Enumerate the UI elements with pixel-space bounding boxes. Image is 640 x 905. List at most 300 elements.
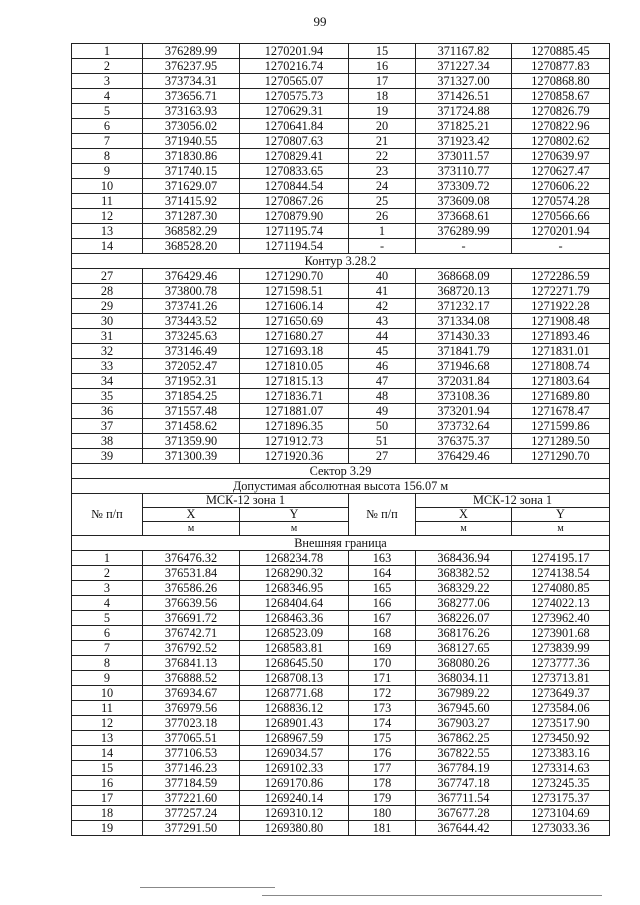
coord-y: 1271290.70 [240,269,349,284]
point-num: 16 [349,59,416,74]
point-num: 169 [349,641,416,656]
table-row [72,389,610,404]
unit-x-right: м [416,522,512,536]
point-num: 18 [72,806,143,821]
point-num: 2 [72,566,143,581]
coord-y: 1268583.81 [240,641,349,656]
coord-x: 377221.60 [143,791,240,806]
coord-x: 377257.24 [143,806,240,821]
point-num: 46 [349,359,416,374]
coord-x: 371923.42 [416,134,512,149]
coord-y: 1268645.50 [240,656,349,671]
coord-y: 1270641.84 [240,119,349,134]
point-num: 47 [349,374,416,389]
table-row [72,299,610,314]
coord-y: 1270566.66 [512,209,610,224]
coord-y: 1270822.96 [512,119,610,134]
coord-y: 1270629.31 [240,104,349,119]
coord-y: 1270216.74 [240,59,349,74]
point-num: 171 [349,671,416,686]
coord-x: 377065.51 [143,731,240,746]
point-num: 13 [72,731,143,746]
point-num: 12 [72,209,143,224]
coord-x: 376841.13 [143,656,240,671]
coord-x: 376888.52 [143,671,240,686]
coord-x: 368329.22 [416,581,512,596]
coord-x: 376742.71 [143,626,240,641]
point-num: 17 [349,74,416,89]
coord-x: 367711.54 [416,791,512,806]
coord-x: 367862.25 [416,731,512,746]
table-row [72,134,610,149]
coord-x: 373732.64 [416,419,512,434]
table-row [72,596,610,611]
coord-x: 368034.11 [416,671,512,686]
num-header-right: № п/п [349,494,416,536]
coord-y: 1270879.90 [240,209,349,224]
coord-y: 1271289.50 [512,434,610,449]
coord-y: 1273383.16 [512,746,610,761]
coord-y: 1270565.07 [240,74,349,89]
coord-y: 1273314.63 [512,761,610,776]
point-num: 32 [72,344,143,359]
point-num: 1 [72,551,143,566]
point-num: 4 [72,89,143,104]
coord-x: 371841.79 [416,344,512,359]
point-num: 31 [72,329,143,344]
table-row [72,686,610,701]
coord-x: 373668.61 [416,209,512,224]
coord-y: 1271896.35 [240,419,349,434]
table-row [72,194,610,209]
table-row [72,776,610,791]
coord-y: 1268463.36 [240,611,349,626]
point-num: 33 [72,359,143,374]
coord-y: 1270829.41 [240,149,349,164]
point-num: 167 [349,611,416,626]
coord-y: 1271678.47 [512,404,610,419]
coord-y: 1273245.35 [512,776,610,791]
coord-x: 367644.42 [416,821,512,836]
coord-x: 371724.88 [416,104,512,119]
coord-x: 367784.19 [416,761,512,776]
point-num: 3 [72,581,143,596]
table-row [72,239,610,254]
point-num: 37 [72,419,143,434]
point-num: 170 [349,656,416,671]
point-num: 23 [349,164,416,179]
x-header-left: X [143,508,240,522]
coord-y: 1271920.36 [240,449,349,464]
coord-x: 376531.84 [143,566,240,581]
coord-x: - [416,239,512,254]
coord-y: 1273962.40 [512,611,610,626]
coord-x: 368668.09 [416,269,512,284]
point-num: 168 [349,626,416,641]
coord-x: 371952.31 [143,374,240,389]
coord-y: 1272286.59 [512,269,610,284]
coord-y: 1273033.36 [512,821,610,836]
table-row [72,791,610,806]
table-row [72,746,610,761]
point-num: 179 [349,791,416,806]
point-num: 180 [349,806,416,821]
coord-y: 1269102.33 [240,761,349,776]
point-num: 38 [72,434,143,449]
coord-x: 376586.26 [143,581,240,596]
coord-y: 1268404.64 [240,596,349,611]
coord-x: 372031.84 [416,374,512,389]
coord-y: 1270885.45 [512,44,610,59]
coord-x: 368382.52 [416,566,512,581]
coord-x: 373309.72 [416,179,512,194]
coord-y: 1274138.54 [512,566,610,581]
coord-y: 1272271.79 [512,284,610,299]
point-num: 181 [349,821,416,836]
point-num: 166 [349,596,416,611]
num-header-left: № п/п [72,494,143,536]
table-row [72,179,610,194]
coordinates-table [71,43,610,836]
table-row [72,761,610,776]
coord-x: 376289.99 [416,224,512,239]
coord-x: 376639.56 [143,596,240,611]
point-num: 27 [72,269,143,284]
point-num: 22 [349,149,416,164]
coord-x: 373800.78 [143,284,240,299]
point-num: 173 [349,701,416,716]
coord-x: 371415.92 [143,194,240,209]
coord-y: 1271599.86 [512,419,610,434]
point-num: 172 [349,686,416,701]
coord-x: 371940.55 [143,134,240,149]
coord-x: 367945.60 [416,701,512,716]
coord-x: 371557.48 [143,404,240,419]
coord-x: 377291.50 [143,821,240,836]
point-num: 5 [72,611,143,626]
point-num: 34 [72,374,143,389]
coord-y: 1270833.65 [240,164,349,179]
coord-y: 1271831.01 [512,344,610,359]
point-num: 9 [72,164,143,179]
coord-x: 373656.71 [143,89,240,104]
coord-y: 1270826.79 [512,104,610,119]
point-num: 21 [349,134,416,149]
block-contour-3-28-2 [72,269,610,464]
table-row [72,656,610,671]
coord-x: 376979.56 [143,701,240,716]
point-num: 8 [72,149,143,164]
coord-x: 368080.26 [416,656,512,671]
coord-x: 371300.39 [143,449,240,464]
coord-y: 1273450.92 [512,731,610,746]
scan-edge-mark [262,895,602,896]
coord-y: 1268523.09 [240,626,349,641]
coord-x: 371232.17 [416,299,512,314]
coord-x: 371430.33 [416,329,512,344]
coord-y: 1270201.94 [512,224,610,239]
unit-y-left: м [240,522,349,536]
coord-x: 367903.27 [416,716,512,731]
coord-x: 377184.59 [143,776,240,791]
coord-x: 376476.32 [143,551,240,566]
coord-y: 1268836.12 [240,701,349,716]
table-row [72,314,610,329]
coord-y: 1270639.97 [512,149,610,164]
coord-x: 373245.63 [143,329,240,344]
contour-header [72,254,610,269]
coord-x: 371167.82 [416,44,512,59]
coord-y: 1268771.68 [240,686,349,701]
coord-x: 368277.06 [416,596,512,611]
coord-y: 1271693.18 [240,344,349,359]
coord-y: 1271290.70 [512,449,610,464]
point-num: 11 [72,701,143,716]
table-row [72,641,610,656]
point-num: 10 [72,686,143,701]
point-num: 15 [349,44,416,59]
coord-y: 1270574.28 [512,194,610,209]
coord-x: 371825.21 [416,119,512,134]
point-num: 35 [72,389,143,404]
table-row [72,701,610,716]
coord-y: 1270844.54 [240,179,349,194]
coord-x: 371327.00 [416,74,512,89]
block-contour-3-28-1 [72,44,610,254]
coord-y: 1271808.74 [512,359,610,374]
point-num: 7 [72,641,143,656]
table-row [72,59,610,74]
point-num: 49 [349,404,416,419]
point-num: 176 [349,746,416,761]
coord-y: 1271803.64 [512,374,610,389]
table-row [72,149,610,164]
table-row [72,821,610,836]
coord-y: 1269170.86 [240,776,349,791]
zone-header-left: МСК-12 зона 1 [143,494,349,508]
table-row [72,164,610,179]
coord-y: 1269034.57 [240,746,349,761]
coord-x: 373734.31 [143,74,240,89]
coord-x: 371334.08 [416,314,512,329]
coord-y: 1274080.85 [512,581,610,596]
point-num: 1 [72,44,143,59]
coord-y: 1269240.14 [240,791,349,806]
point-num: 29 [72,299,143,314]
coord-y: 1270807.63 [240,134,349,149]
coord-x: 367989.22 [416,686,512,701]
coord-x: 376429.46 [416,449,512,464]
y-header-right: Y [512,508,610,522]
point-num: 50 [349,419,416,434]
point-num: 177 [349,761,416,776]
point-num: 44 [349,329,416,344]
coord-y: 1273713.81 [512,671,610,686]
coord-x: 371426.51 [416,89,512,104]
point-num: 41 [349,284,416,299]
point-num: 13 [72,224,143,239]
coord-y: 1270868.80 [512,74,610,89]
coord-x: 368582.29 [143,224,240,239]
scan-edge-mark [140,887,275,888]
point-num: 18 [349,89,416,104]
table-row [72,611,610,626]
coord-x: 376792.52 [143,641,240,656]
coord-y: 1270627.47 [512,164,610,179]
point-num: 40 [349,269,416,284]
table-row [72,224,610,239]
coord-x: 373108.36 [416,389,512,404]
coord-y: 1273104.69 [512,806,610,821]
coord-y: 1270867.26 [240,194,349,209]
table-row [72,581,610,596]
point-num: 45 [349,344,416,359]
coord-y: 1268346.95 [240,581,349,596]
point-num: 2 [72,59,143,74]
table-row [72,329,610,344]
point-num: 25 [349,194,416,209]
table-row [72,566,610,581]
point-num: 175 [349,731,416,746]
coord-x: 376691.72 [143,611,240,626]
zone-header-right: МСК-12 зона 1 [416,494,610,508]
coord-x: 373110.77 [416,164,512,179]
coord-y: 1271650.69 [240,314,349,329]
coord-y: - [512,239,610,254]
coord-y: 1274195.17 [512,551,610,566]
coord-x: 371458.62 [143,419,240,434]
coord-y: 1273839.99 [512,641,610,656]
point-num: 163 [349,551,416,566]
point-num: 14 [72,746,143,761]
coord-x: 376289.99 [143,44,240,59]
table-row [72,449,610,464]
point-num: 7 [72,134,143,149]
coord-x: 371740.15 [143,164,240,179]
point-num: 30 [72,314,143,329]
coord-y: 1268290.32 [240,566,349,581]
coord-x: 377106.53 [143,746,240,761]
coord-y: 1268708.13 [240,671,349,686]
unit-x-left: м [143,522,240,536]
point-num: 12 [72,716,143,731]
point-num: 5 [72,104,143,119]
coord-x: 368127.65 [416,641,512,656]
coord-y: 1268967.59 [240,731,349,746]
point-num: 9 [72,671,143,686]
coord-x: 368226.07 [416,611,512,626]
coord-y: 1270858.67 [512,89,610,104]
coord-x: 373146.49 [143,344,240,359]
coord-x: 368436.94 [416,551,512,566]
coord-x: 372052.47 [143,359,240,374]
point-num: 42 [349,299,416,314]
point-num: 10 [72,179,143,194]
y-header-left: Y [240,508,349,522]
coord-y: 1273584.06 [512,701,610,716]
coord-y: 1271194.54 [240,239,349,254]
coord-y: 1271195.74 [240,224,349,239]
coord-x: 376934.67 [143,686,240,701]
coord-y: 1271598.51 [240,284,349,299]
sector-header [72,464,610,551]
point-num: 28 [72,284,143,299]
table-row [72,269,610,284]
coord-x: 373011.57 [416,149,512,164]
point-num: 1 [349,224,416,239]
x-header-right: X [416,508,512,522]
coord-x: 376429.46 [143,269,240,284]
coord-y: 1273517.90 [512,716,610,731]
table-row [72,344,610,359]
coord-y: 1271922.28 [512,299,610,314]
coord-y: 1273175.37 [512,791,610,806]
coord-x: 373201.94 [416,404,512,419]
point-num: 17 [72,791,143,806]
page-number: 99 [313,14,327,29]
sector-title: Сектор 3.29 [72,464,610,479]
table-row [72,359,610,374]
height-title: Допустимая абсолютная высота 156.07 м [72,479,610,494]
coord-y: 1271680.27 [240,329,349,344]
coord-x: 373163.93 [143,104,240,119]
block-sector-3-29 [72,551,610,836]
coord-x: 376237.95 [143,59,240,74]
point-num: 19 [72,821,143,836]
table-row [72,716,610,731]
point-num: 6 [72,626,143,641]
point-num: 164 [349,566,416,581]
coord-y: 1273777.36 [512,656,610,671]
table-row [72,434,610,449]
coord-x: 373443.52 [143,314,240,329]
table-row [72,119,610,134]
point-num: 174 [349,716,416,731]
coord-x: 368176.26 [416,626,512,641]
coord-y: 1268901.43 [240,716,349,731]
table-row [72,806,610,821]
coord-y: 1271836.71 [240,389,349,404]
coord-y: 1274022.13 [512,596,610,611]
point-num: 26 [349,209,416,224]
point-num: - [349,239,416,254]
table-row [72,671,610,686]
point-num: 48 [349,389,416,404]
point-num: 11 [72,194,143,209]
coord-x: 367677.28 [416,806,512,821]
coord-x: 368528.20 [143,239,240,254]
point-num: 24 [349,179,416,194]
point-num: 43 [349,314,416,329]
coord-y: 1271815.13 [240,374,349,389]
coord-y: 1269380.80 [240,821,349,836]
table-row [72,89,610,104]
coord-x: 367747.18 [416,776,512,791]
coord-y: 1270575.73 [240,89,349,104]
coord-y: 1273901.68 [512,626,610,641]
table-row [72,731,610,746]
table-row [72,104,610,119]
contour-title: Контур 3.28.2 [72,254,610,269]
point-num: 39 [72,449,143,464]
coord-y: 1269310.12 [240,806,349,821]
boundary-title: Внешняя граница [72,536,610,551]
coord-x: 373741.26 [143,299,240,314]
table-row [72,419,610,434]
table-row [72,74,610,89]
coord-x: 368720.13 [416,284,512,299]
coord-y: 1270877.83 [512,59,610,74]
